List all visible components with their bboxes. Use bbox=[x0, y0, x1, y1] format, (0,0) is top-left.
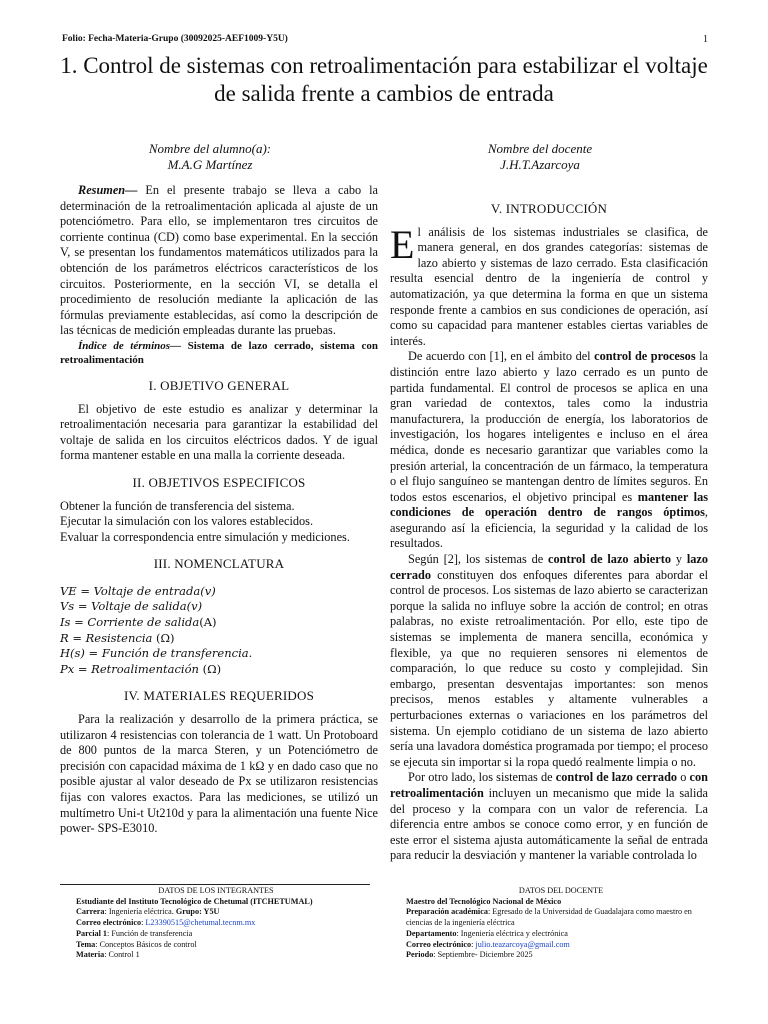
student-name: M.A.G Martínez bbox=[167, 157, 253, 172]
footer-materia: Materia: Control 1 bbox=[76, 950, 140, 960]
footer-preparacion: Preparación académica: Egresado de la Universidad de Guadalajara como maestro en ciencias de la ingeniería eléctrica bbox=[406, 907, 692, 928]
footer-departamento: Departamento: Ingeniería eléctrica y electrónica bbox=[406, 928, 568, 938]
section-text-materiales: Para la realización y desarrollo de la primera práctica, se utilizaron 4 resistencias con tolerancia de 1 watt. Un Protoboard de 800 puntos de la marca Steren, y un Potenciómetro de precisión con capacidad máxima de 1 kΩ y en dado caso que no posible ajustar al valor deseado de Px se utilizaron resistencias fijas con valores exactos. Para las mediciones, se utilizó un multímetro Uni-t Ut210d y para la alimentación una fuente Nice power- SPS-E3010. bbox=[60, 712, 378, 836]
nomenclature-item: R = Resistencia (Ω) bbox=[60, 630, 175, 645]
footer-student-data bbox=[76, 886, 356, 961]
right-column bbox=[390, 183, 708, 864]
section-heading-materiales: IV. MATERIALES REQUERIDOS bbox=[123, 688, 314, 704]
paper-title: 1. Control de sistemas con retroalimentación para estabilizar el voltaje de salida frente a cambios de entrada bbox=[60, 53, 708, 106]
index-terms bbox=[60, 339, 378, 367]
list-item: Ejecutar la simulación con los valores establecidos. bbox=[60, 514, 314, 529]
nomenclature-item: VE = Voltaje de entrada(v) bbox=[60, 583, 216, 598]
footer-correo: Correo electrónico: julio.teazarcoya@gmail.com bbox=[406, 939, 570, 949]
intro-paragraph-2: De acuerdo con [1], en el ámbito del control de procesos la distinción entre lazo abierto y lazo cerrado es un punto de partida fundamental. El control de procesos se aplica en una gran variedad de contextos, tales como la industria manufacturera, la producción de energía, los laboratorios de investigación, los hogares inteligentes e incluso en el área médica, donde es necesario garantizar que variables como la presión arterial, la concentración de un fármaco, la temperatura o el flujo sanguíneo se mantengan dentro de límites seguros. En todos estos escenarios, el objetivo principal es mantener las condiciones de operación dentro de rangos óptimos, asegurando así la eficiencia, la seguridad y la calidad de los resultados. bbox=[390, 349, 709, 551]
nomenclature-item: Px = Retroalimentación (Ω) bbox=[60, 661, 222, 676]
abstract bbox=[60, 183, 378, 339]
footer-divider-left bbox=[60, 884, 370, 885]
footer-carrera: Carrera: Ingeniería eléctrica. Grupo: Y5U bbox=[76, 907, 220, 917]
teacher-author-block bbox=[390, 141, 690, 173]
drop-cap: E bbox=[390, 221, 415, 267]
list-item: Evaluar la correspondencia entre simulación y mediciones. bbox=[60, 529, 350, 544]
index-terms-label: Índice de términos— bbox=[78, 339, 182, 352]
teacher-label: Nombre del docente bbox=[487, 141, 593, 156]
student-label: Nombre del alumno(a): bbox=[148, 141, 272, 156]
footer-institution: Estudiante del Instituto Tecnológico de Chetumal (ITCHETUMAL) bbox=[76, 896, 313, 906]
footer-heading: DATOS DE LOS INTEGRANTES bbox=[158, 886, 274, 895]
intro-paragraph-3: Según [2], los sistemas de control de lazo abierto y lazo cerrado constituyen dos enfoques diferentes para abordar el control de procesos. Los sistemas de lazo abierto se caracterizan porque la salida no influye sobre la acción de control; en otras palabras, no existe retroalimentación. Por ello, este tipo de sistemas se implementa de manera sencilla, económica y flexible, ya que no requieren sensores ni elementos de comparación, lo que reduce su costo y complejidad. Sin embargo, presentan desventajas importantes: son menos precisos, menos estables y altamente vulnerables a perturbaciones externas o variaciones en los parámetros del sistema. Un ejemplo cotidiano de un sistema de lazo abierto sería una lavadora doméstica programada por tiempo; el proceso se ejecuta sin importar si la ropa quedó realmente limpia o no. bbox=[390, 552, 709, 769]
abstract-text: En el presente trabajo se lleva a cabo la determinación de la retroalimentación aplicada al ajuste de un potenciómetro. Para ello, se implementaron tres circuitos de corriente continua (CD) como base experimental. En la sección V, se presentan los fundamentos matemáticos utilizados para la obtención de los parámetros eléctricos característicos de los circuitos. Posteriormente, en la sección VI, se detalla el procedimiento de resolución mediante la aplicación de las fórmulas previamente establecidas, así como la descripción de las técnicas de medición empleadas durante las pruebas. bbox=[60, 183, 378, 338]
intro-paragraph-4: Por otro lado, los sistemas de control de lazo cerrado o con retroalimentación incluyen un mecanismo que mide la salida del proceso y la compara con un valor de referencia. La diferencia entre ambos se conoce como error, y en función de este error el sistema ajusta automáticamente la señal de entrada para reducir la desviación y mantener la variable controlada lo bbox=[390, 770, 708, 863]
footer-parcial: Parcial 1: Función de transferencia bbox=[76, 928, 193, 938]
nomenclature-item: Is = Corriente de salida(A) bbox=[60, 615, 217, 630]
section-heading-introduccion: V. INTRODUCCIÓN bbox=[490, 201, 608, 216]
footer-institution: Maestro del Tecnológico Nacional de México bbox=[406, 896, 562, 906]
email-link[interactable]: L23390515@chetumal.tecnm.mx bbox=[145, 918, 256, 928]
nomenclature-item: H(s) = Función de transferencia. bbox=[60, 646, 253, 661]
student-author-block bbox=[60, 141, 360, 173]
section-text-objetivo-general: El objetivo de este estudio es analizar y determinar la retroalimentación necesaria para garantizar la estabilidad del voltaje de salida en los circuitos eléctricos dados. Y de igual forma mantener estable en una malla la corriente deseada. bbox=[60, 401, 378, 463]
footer-tema: Tema: Conceptos Básicos de control bbox=[76, 939, 197, 949]
section-heading-objetivo-general: I. OBJETIVO GENERAL bbox=[148, 377, 290, 393]
footer-teacher-data bbox=[406, 886, 716, 961]
page-number: 1 bbox=[703, 34, 708, 45]
list-item: Obtener la función de transferencia del sistema. bbox=[60, 498, 295, 513]
index-terms-text: Sistema de lazo cerrado, sistema con retroalimentación bbox=[60, 339, 378, 366]
abstract-label: Resumen— bbox=[78, 183, 138, 197]
nomenclature-item: Vs = Voltaje de salida(v) bbox=[60, 599, 203, 614]
section-heading-nomenclatura: III. NOMENCLATURA bbox=[153, 556, 285, 572]
footer-correo: Correo electrónico: L23390515@chetumal.tecnm.mx bbox=[76, 918, 256, 928]
teacher-name: J.H.T.Azarcoya bbox=[500, 157, 580, 172]
section-heading-objetivos-especificos: II. OBJETIVOS ESPECIFICOS bbox=[132, 474, 306, 490]
folio-header: Folio: Fecha-Materia-Grupo (30092025-AEF1009-Y5U) bbox=[62, 34, 288, 44]
footer-periodo: Periodo: Septiembre- Diciembre 2025 bbox=[406, 950, 533, 960]
left-column bbox=[60, 183, 378, 837]
email-link[interactable]: julio.teazarcoya@gmail.com bbox=[475, 939, 570, 949]
footer-heading: DATOS DEL DOCENTE bbox=[518, 886, 604, 895]
intro-paragraph-1: El análisis de los sistemas industriales se clasifica, de manera general, en dos grandes categorías: sistemas de lazo abierto y sistemas de lazo cerrado. Esta clasificación resulta esencial dentro de la ingeniería de control y automatización, ya que determina la forma en que un sistema responde frente a cambios en sus condiciones de operación, así como su capacidad para mantener estables ciertas variables de interés. bbox=[390, 221, 708, 348]
